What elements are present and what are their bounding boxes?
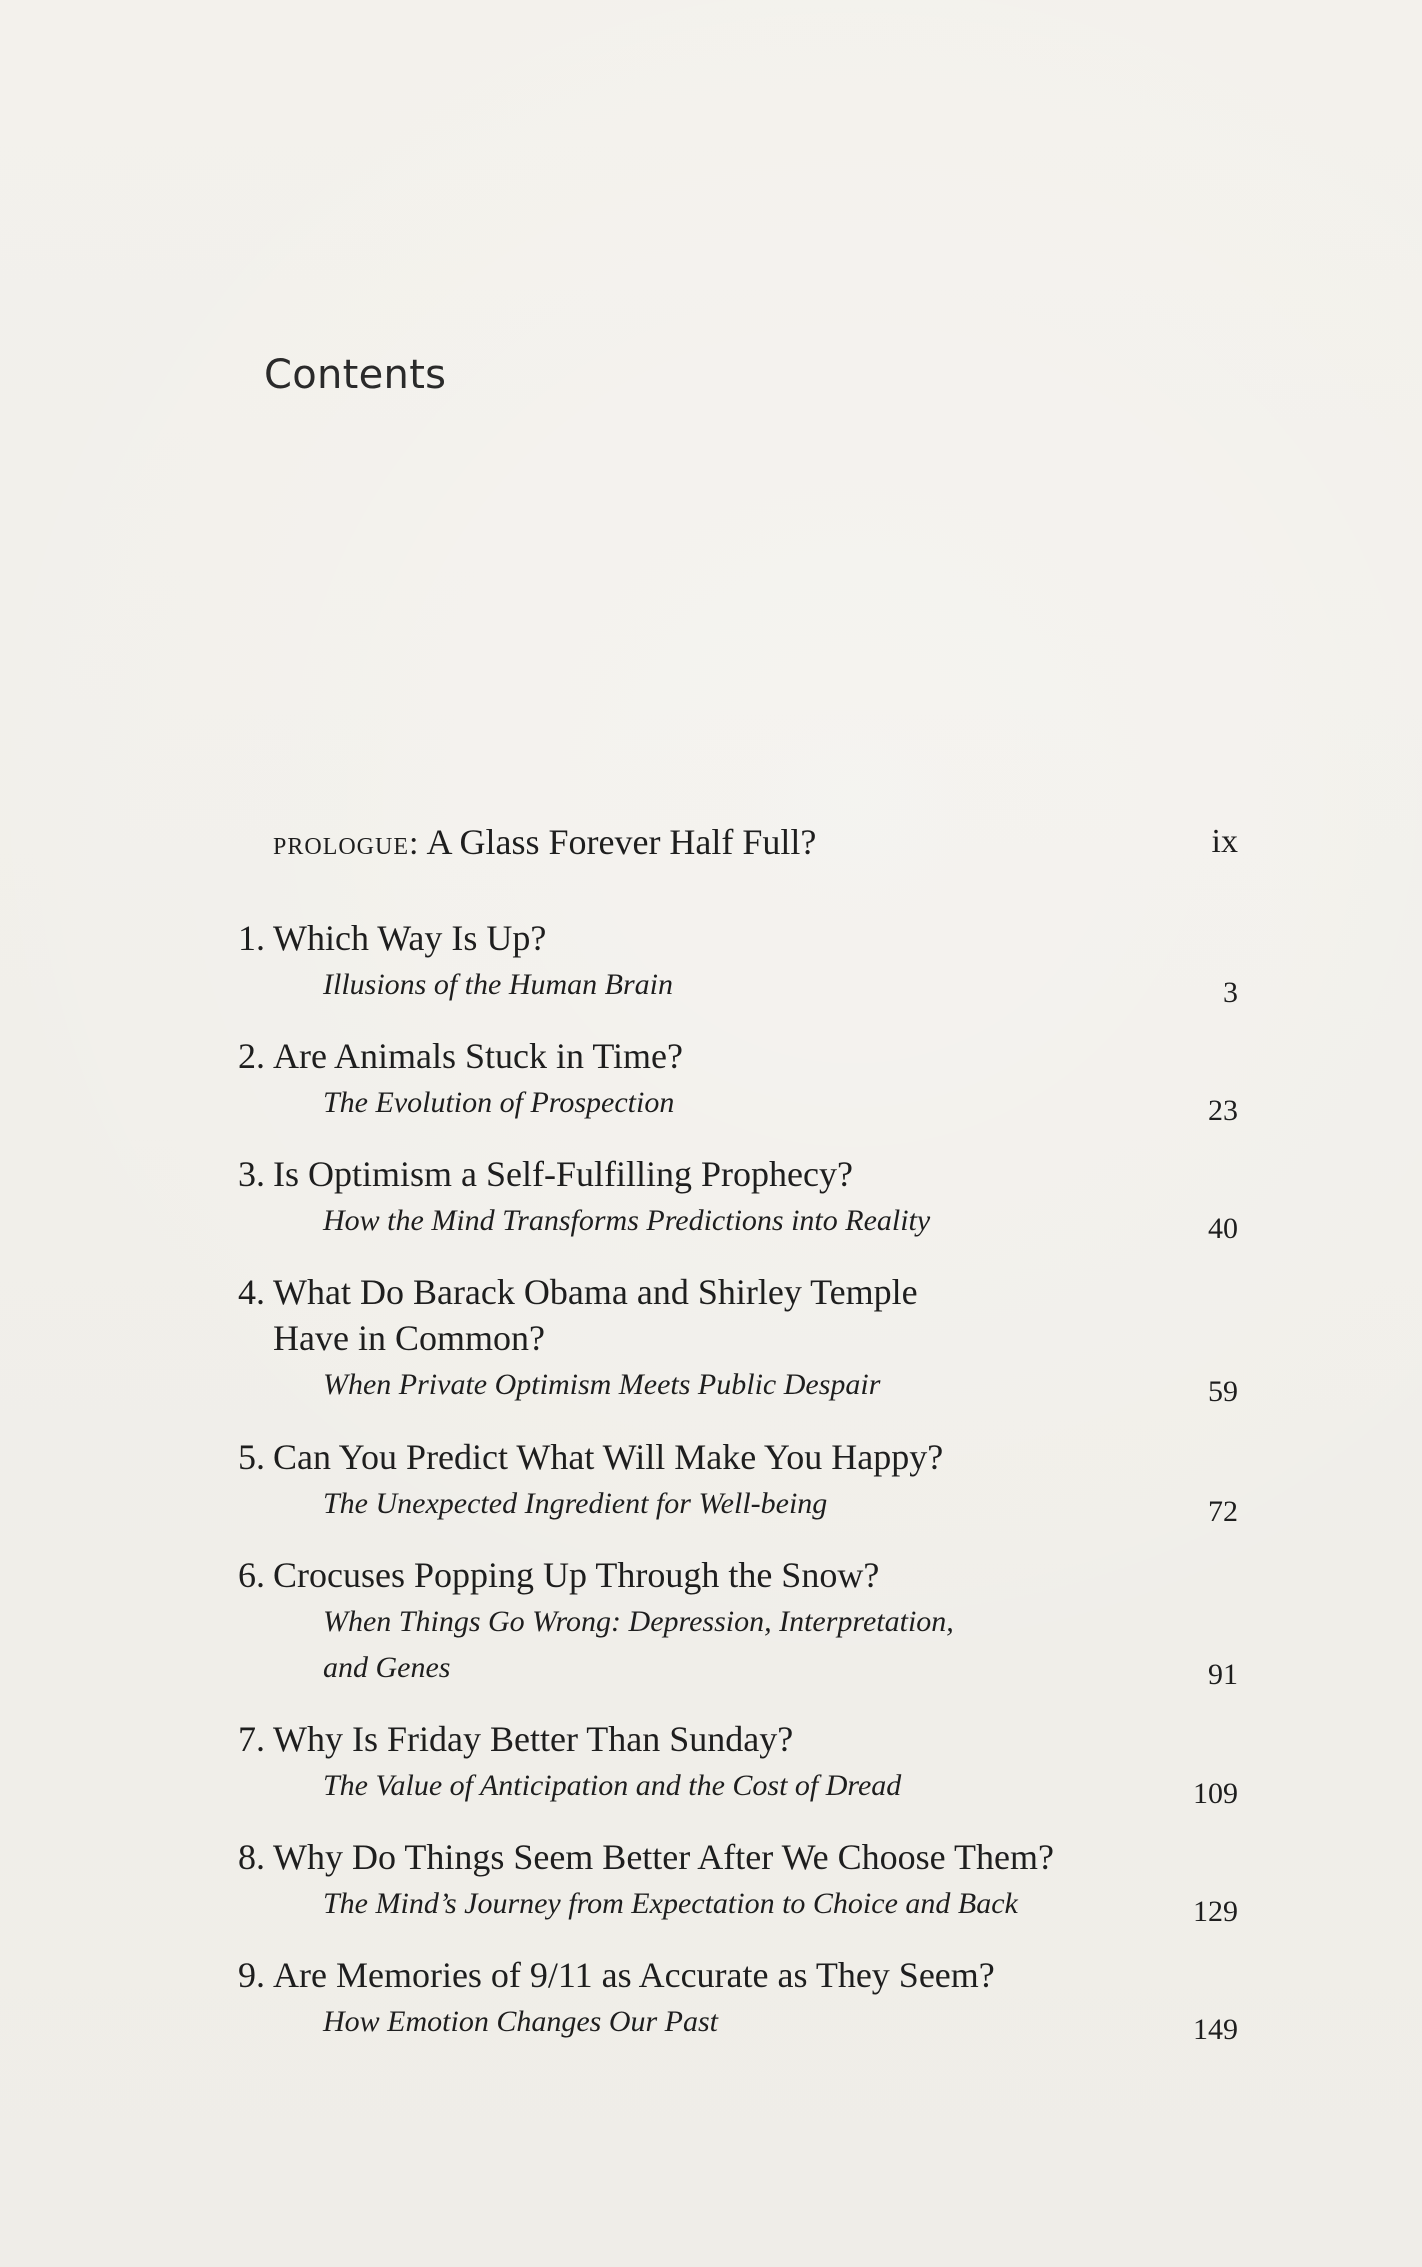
chapter-title: Which Way Is Up?	[273, 918, 547, 958]
chapter-title: Why Do Things Seem Better After We Choose Them?	[273, 1837, 1054, 1877]
page-number: 149	[1193, 2013, 1238, 2046]
chapter-subtitle: How Emotion Changes Our Past	[323, 2005, 719, 2038]
chapter-title: Are Animals Stuck in Time?	[273, 1036, 684, 1076]
chapter-subtitle-line-2: and Genes	[323, 1651, 451, 1684]
chapter-subtitle: The Mind’s Journey from Expectation to Choice and Back	[323, 1887, 1018, 1920]
page-number: 3	[1223, 976, 1238, 1009]
chapter-number: 4.	[238, 1272, 265, 1312]
page-number: ix	[1211, 823, 1238, 860]
page-title: Contents	[264, 352, 447, 398]
chapter-subtitle: The Value of Anticipation and the Cost of Dread	[323, 1769, 902, 1802]
chapter-title-line-2: Have in Common?	[273, 1318, 545, 1358]
chapter-subtitle: Illusions of the Human Brain	[323, 968, 673, 1001]
page-number: 91	[1208, 1658, 1238, 1691]
chapter-subtitle: How the Mind Transforms Predictions into Reality	[323, 1204, 931, 1237]
page-number: 59	[1208, 1375, 1238, 1408]
chapter-title: Are Memories of 9/11 as Accurate as They Seem?	[273, 1955, 995, 1995]
chapter-number: 1.	[238, 918, 265, 958]
chapter-number: 6.	[238, 1555, 265, 1595]
chapter-title: Why Is Friday Better Than Sunday?	[273, 1719, 794, 1759]
page-number: 40	[1208, 1212, 1238, 1245]
prologue-label: prologue:	[273, 825, 420, 862]
chapter-subtitle: When Private Optimism Meets Public Despair	[323, 1368, 881, 1401]
chapter-subtitle: The Unexpected Ingredient for Well-being	[323, 1487, 828, 1520]
page-number: 23	[1208, 1094, 1238, 1127]
chapter-subtitle: The Evolution of Prospection	[323, 1086, 675, 1119]
page-number: 109	[1193, 1777, 1238, 1810]
chapter-number: 5.	[238, 1437, 265, 1477]
page-number: 129	[1193, 1895, 1238, 1928]
page-number: 72	[1208, 1495, 1238, 1528]
chapter-title-line-1: What Do Barack Obama and Shirley Temple	[273, 1272, 918, 1312]
chapter-number: 7.	[238, 1719, 265, 1759]
prologue-title: A Glass Forever Half Full?	[426, 822, 817, 862]
chapter-title: Crocuses Popping Up Through the Snow?	[273, 1555, 880, 1595]
chapter-title: Can You Predict What Will Make You Happy?	[273, 1437, 944, 1477]
chapter-subtitle-line-1: When Things Go Wrong: Depression, Interpretation,	[323, 1605, 954, 1638]
entry-title	[273, 819, 816, 867]
chapter-number: 8.	[238, 1837, 265, 1877]
chapter-number: 9.	[238, 1955, 265, 1995]
chapter-number: 2.	[238, 1036, 265, 1076]
chapter-title: Is Optimism a Self-Fulfilling Prophecy?	[273, 1154, 853, 1194]
chapter-number: 3.	[238, 1154, 265, 1194]
